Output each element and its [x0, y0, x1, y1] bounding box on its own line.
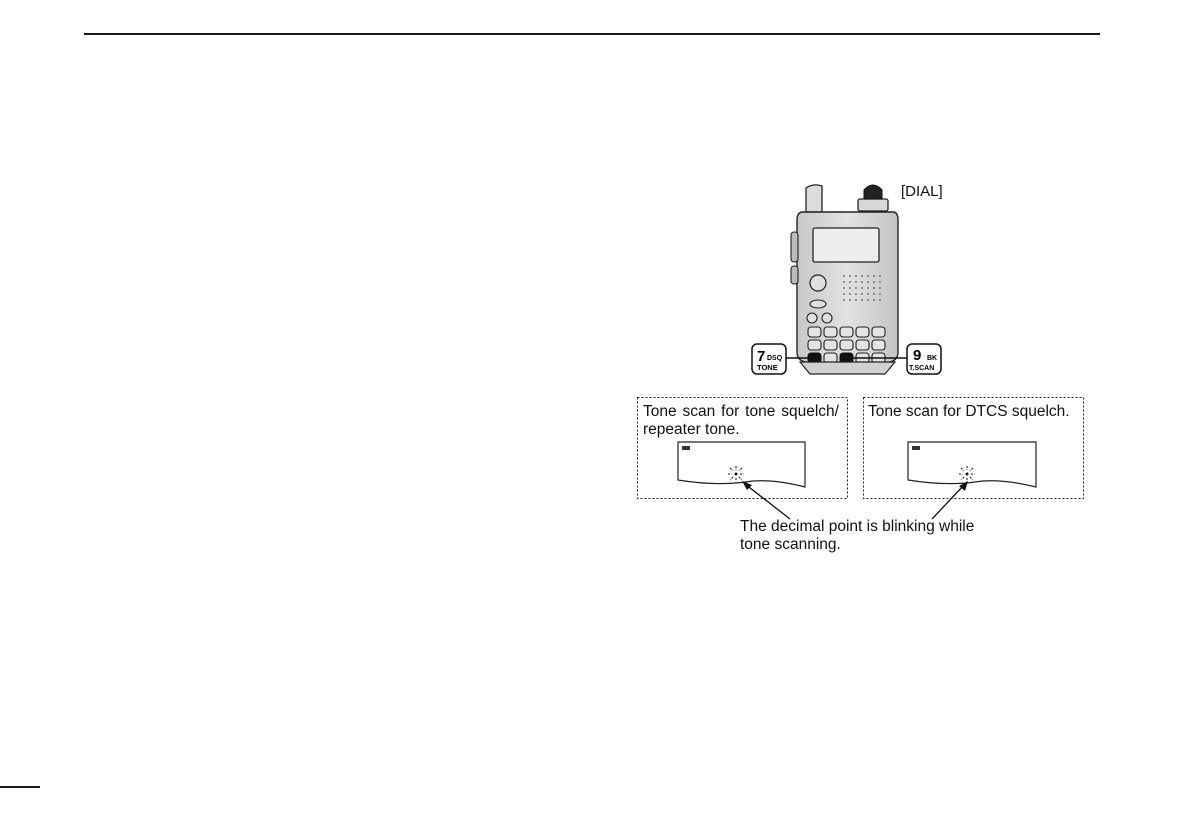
- radio-body: [791, 212, 898, 374]
- panel-right-text: Tone scan for DTCS squelch.: [868, 403, 1070, 420]
- pointer-arrow-left: [742, 481, 790, 519]
- caption-line-2: tone scanning.: [740, 536, 841, 553]
- antenna: [806, 185, 822, 212]
- key9-sub: T.SCAN: [909, 365, 935, 372]
- key7-digit: 7: [757, 348, 766, 365]
- pointer-arrow-right: [932, 481, 968, 519]
- key7-sub: TONE: [757, 363, 778, 372]
- key9-sup: BK: [927, 355, 938, 362]
- caption-line-1: The decimal point is blinking while: [740, 518, 975, 535]
- lcd-display-right: [908, 442, 1036, 487]
- key-9-bk-tscan-icon: [907, 344, 941, 374]
- key-7-dsq-tone-icon: [752, 344, 786, 374]
- key9-digit: 9: [913, 347, 922, 364]
- key7-sup: DSQ: [767, 355, 783, 362]
- panel-left-text: Tone scan for tone squelch/ repeater tone.: [643, 403, 839, 438]
- caption: [740, 518, 1000, 554]
- dial-knob-icon: [858, 185, 888, 211]
- lcd-display-left: [678, 442, 805, 487]
- dial-label: [DIAL]: [901, 183, 943, 200]
